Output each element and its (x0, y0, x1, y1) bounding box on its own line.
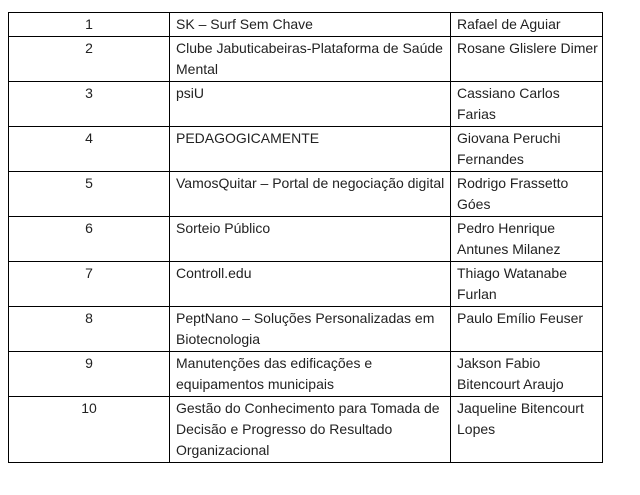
row-number-cell: 3 (9, 82, 170, 127)
project-name-cell: VamosQuitar – Portal de negociação digital (170, 172, 451, 217)
row-number-cell: 2 (9, 37, 170, 82)
table-row (9, 307, 603, 352)
author-name-cell: Jaqueline Bitencourt Lopes (451, 397, 603, 463)
project-name-cell: Controll.edu (170, 262, 451, 307)
project-name-cell: psiU (170, 82, 451, 127)
project-name-cell: PeptNano – Soluções Personalizadas em Biotecnologia (170, 307, 451, 352)
project-name-cell: Gestão do Conhecimento para Tomada de Decisão e Progresso do Resultado Organizacional (170, 397, 451, 463)
table-row (9, 172, 603, 217)
project-name-cell: PEDAGOGICAMENTE (170, 127, 451, 172)
author-name-cell: Rafael de Aguiar (451, 13, 603, 37)
table-row (9, 397, 603, 463)
project-table (8, 12, 603, 463)
author-name-cell: Giovana Peruchi Fernandes (451, 127, 603, 172)
author-name-cell: Rodrigo Frassetto Góes (451, 172, 603, 217)
author-name-cell: Pedro Henrique Antunes Milanez (451, 217, 603, 262)
table-row (9, 127, 603, 172)
table-row (9, 82, 603, 127)
row-number-cell: 6 (9, 217, 170, 262)
table-row (9, 217, 603, 262)
project-name-cell: Sorteio Público (170, 217, 451, 262)
project-name-cell: Clube Jabuticabeiras-Plataforma de Saúde Mental (170, 37, 451, 82)
row-number-cell: 10 (9, 397, 170, 463)
project-table-body (9, 13, 603, 463)
row-number-cell: 9 (9, 352, 170, 397)
row-number-cell: 5 (9, 172, 170, 217)
author-name-cell: Paulo Emílio Feuser (451, 307, 603, 352)
project-name-cell: SK – Surf Sem Chave (170, 13, 451, 37)
author-name-cell: Rosane Glislere Dimer (451, 37, 603, 82)
project-name-cell: Manutenções das edificações e equipamentos municipais (170, 352, 451, 397)
table-row (9, 262, 603, 307)
table-row (9, 352, 603, 397)
project-table-container (8, 12, 603, 463)
author-name-cell: Thiago Watanabe Furlan (451, 262, 603, 307)
row-number-cell: 8 (9, 307, 170, 352)
row-number-cell: 1 (9, 13, 170, 37)
author-name-cell: Jakson Fabio Bitencourt Araujo (451, 352, 603, 397)
row-number-cell: 4 (9, 127, 170, 172)
table-row (9, 37, 603, 82)
author-name-cell: Cassiano Carlos Farias (451, 82, 603, 127)
row-number-cell: 7 (9, 262, 170, 307)
table-row (9, 13, 603, 37)
